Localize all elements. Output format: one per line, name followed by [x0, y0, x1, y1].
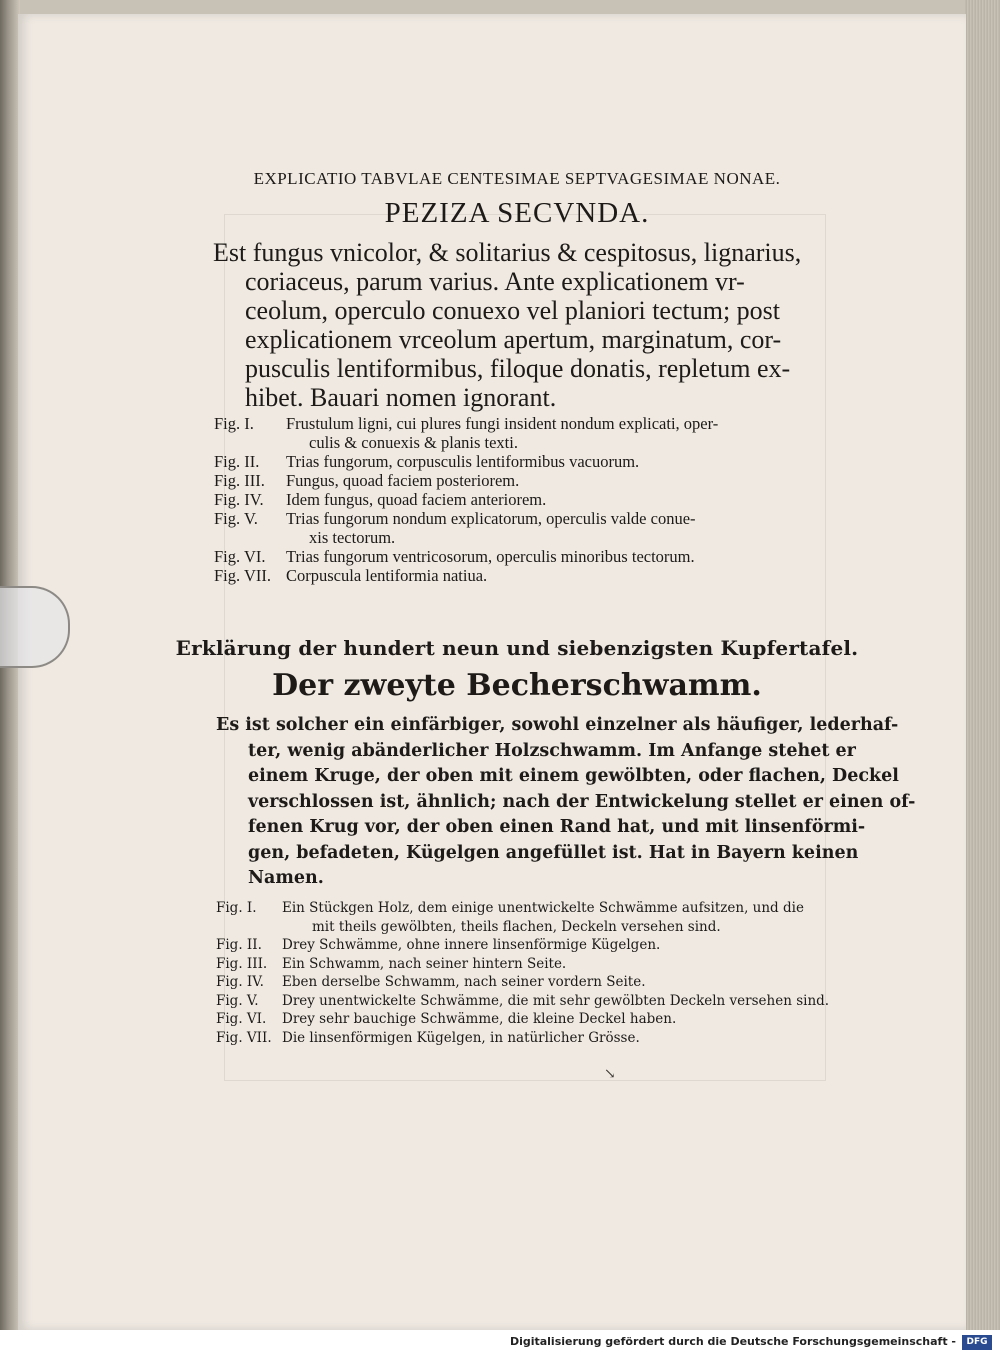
figure-label: Fig. III.	[214, 471, 265, 490]
text-line: fenen Krug vor, der oben einen Rand hat, und mit linsenförmi-	[248, 817, 866, 837]
figure-item	[216, 936, 841, 955]
german-title: Der zweyte Becherschwamm.	[272, 668, 762, 703]
figure-text: Trias fungorum, corpusculis lentiformibus vacuorum.	[286, 452, 640, 471]
ink-mark: ↘	[604, 1066, 616, 1082]
figure-text: Corpuscula lentiformia natiua.	[286, 566, 488, 585]
figure-label: Fig. VII.	[214, 566, 271, 585]
latin-title: PEZIZA SECVNDA.	[384, 197, 650, 229]
figure-item	[216, 899, 841, 918]
figure-text: Drey sehr bauchige Schwämme, die kleine Deckel haben.	[282, 1011, 677, 1027]
text-line: ter, wenig abänderlicher Holzschwamm. Im Anfange stehet er	[248, 740, 856, 761]
figure-text: Trias fungorum nondum explicatorum, operculis valde conue-	[286, 509, 696, 528]
figure-text-continued: xis tectorum.	[309, 528, 396, 547]
figure-label: Fig. IV.	[216, 974, 264, 990]
german-figure-list	[216, 899, 841, 1047]
german-header: Erklärung der hundert neun und siebenzigsten Kupfertafel.	[175, 636, 859, 660]
figure-text: Ein Stückgen Holz, dem einige unentwickelte Schwämme aufsitzen, und die	[282, 900, 804, 916]
figure-item	[214, 452, 834, 471]
figure-text: Drey Schwämme, ohne innere linsenförmige Kügelgen.	[282, 937, 661, 953]
figure-item	[214, 490, 834, 509]
text-line: pusculis lentiformibus, filoque donatis, repletum ex-	[245, 354, 791, 383]
figure-item	[216, 973, 841, 992]
figure-text: Die linsenförmigen Kügelgen, in natürlicher Grösse.	[282, 1029, 640, 1046]
text-line: coriaceus, parum varius. Ante explicationem vr-	[245, 267, 745, 296]
text-line: gen, befadeten, Kügelgen angefüllet ist. Hat in Bayern keinen	[248, 842, 859, 863]
footer-bar	[0, 1330, 1000, 1356]
text-line: einem Kruge, der oben mit einem gewölbten, oder flachen, Deckel	[248, 766, 899, 786]
figure-item	[214, 566, 834, 585]
figure-text-continued: culis & conuexis & planis texti.	[309, 433, 518, 452]
figure-item	[216, 1010, 841, 1029]
figure-label: Fig. VI.	[214, 547, 266, 566]
latin-paragraph	[213, 238, 835, 412]
figure-item	[214, 471, 834, 490]
text-line: Est fungus vnicolor, & solitarius & cespitosus, lignarius,	[213, 238, 802, 267]
text-line: verschlossen ist, ähnlich; nach der Entwickelung stellet er einen of-	[248, 791, 916, 812]
figure-label: Fig. III.	[216, 955, 268, 972]
text-line: Namen.	[248, 868, 324, 888]
latin-figure-list	[214, 414, 834, 585]
figure-text: Idem fungus, quoad faciem anteriorem.	[286, 490, 547, 509]
figure-label: Fig. I.	[216, 900, 257, 916]
figure-text: Frustulum ligni, cui plures fungi insident nondum explicati, oper-	[286, 414, 719, 433]
text-line: Es ist solcher ein einfärbiger, sowohl einzelner als häufiger, lederhaf-	[216, 715, 899, 735]
figure-text: Drey unentwickelte Schwämme, die mit sehr gewölbten Deckeln versehen sind.	[282, 992, 830, 1009]
figure-label: Fig. VI.	[216, 1011, 267, 1027]
figure-label: Fig. V.	[214, 509, 258, 528]
figure-label: Fig. II.	[216, 937, 262, 953]
figure-label: Fig. V.	[216, 992, 259, 1009]
figure-text-continued: mit theils gewölbten, theils flachen, Deckeln versehen sind.	[312, 918, 721, 935]
funding-notice: Digitalisierung gefördert durch die Deutsche Forschungsgemeinschaft -	[509, 1335, 956, 1348]
text-line: ceolum, operculo conuexo vel planiori tectum; post	[245, 296, 781, 325]
figure-label: Fig. IV.	[214, 490, 264, 509]
german-paragraph	[216, 713, 916, 892]
figure-item	[216, 1029, 841, 1048]
text-line: explicationem vrceolum apertum, marginatum, cor-	[245, 325, 782, 354]
figure-text: Trias fungorum ventricosorum, operculis minoribus tectorum.	[286, 547, 695, 566]
figure-item	[214, 509, 834, 528]
figure-item	[216, 955, 841, 974]
figure-label: Fig. II.	[214, 452, 260, 471]
figure-label: Fig. VII.	[216, 1029, 272, 1046]
figure-item	[214, 547, 834, 566]
figure-text: Eben derselbe Schwamm, nach seiner vordern Seite.	[282, 974, 646, 990]
latin-header: EXPLICATIO TABVLAE CENTESIMAE SEPTVAGESIMAE NONAE.	[253, 169, 781, 188]
figure-label: Fig. I.	[214, 414, 254, 433]
figure-item	[216, 992, 841, 1011]
figure-item	[214, 414, 834, 433]
figure-text: Ein Schwamm, nach seiner hintern Seite.	[282, 955, 567, 972]
dfg-logo[interactable]: DFG	[962, 1335, 992, 1350]
text-line: hibet. Bauari nomen ignorant.	[245, 383, 557, 412]
figure-text: Fungus, quoad faciem posteriorem.	[286, 471, 520, 490]
